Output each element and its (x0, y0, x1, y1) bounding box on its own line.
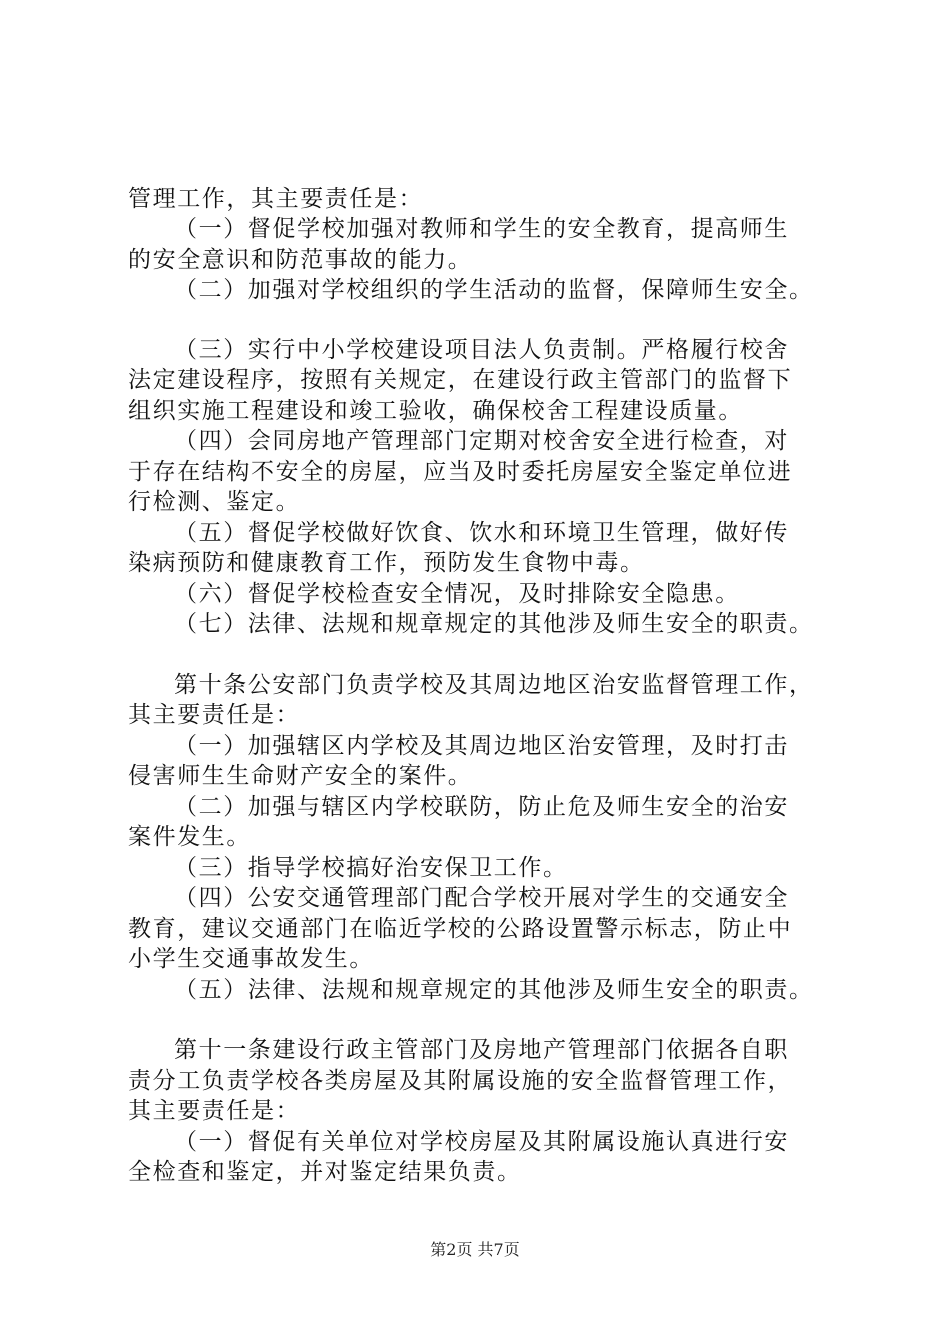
page-footer: 第2页 共7页 (430, 1240, 520, 1259)
text-line: 管理工作，其主要责任是： (128, 186, 424, 212)
text-line: （六）督促学校检查安全情况，及时排除安全隐患。 (174, 581, 740, 607)
text-line: （三）指导学校搞好治安保卫工作。 (174, 855, 568, 881)
text-line: 法定建设程序，按照有关规定，在建设行政主管部门的监督下 (128, 367, 793, 393)
text-line: （四）公安交通管理部门配合学校开展对学生的交通安全 (174, 885, 789, 911)
text-line: （五）督促学校做好饮食、饮水和环境卫生管理，做好传 (174, 520, 789, 546)
text-line: 侵害师生生命财产安全的案件。 (128, 763, 473, 789)
text-line: （五）法律、法规和规章规定的其他涉及师生安全的职责。 (174, 977, 814, 1003)
text-line: （一）加强辖区内学校及其周边地区治安管理，及时打击 (174, 733, 789, 759)
text-line: 组织实施工程建设和竣工验收，确保校舍工程建设质量。 (128, 398, 743, 424)
text-line: 行检测、鉴定。 (128, 489, 301, 515)
text-line: （七）法律、法规和规章规定的其他涉及师生安全的职责。 (174, 611, 814, 637)
text-line: （二）加强与辖区内学校联防，防止危及师生安全的治安 (174, 794, 789, 820)
text-line: 案件发生。 (128, 824, 251, 850)
text-line: 第十一条建设行政主管部门及房地产管理部门依据各自职 (174, 1037, 789, 1063)
text-line: （三）实行中小学校建设项目法人负责制。严格履行校舍 (174, 337, 789, 363)
text-line: （二）加强对学校组织的学生活动的监督，保障师生安全。 (174, 277, 814, 303)
text-line: 第十条公安部门负责学校及其周边地区治安监督管理工作， (174, 672, 814, 698)
text-line: 的安全意识和防范事故的能力。 (128, 247, 473, 273)
text-line: 教育，建议交通部门在临近学校的公路设置警示标志，防止中 (128, 916, 793, 942)
text-line: 全检查和鉴定，并对鉴定结果负责。 (128, 1159, 522, 1185)
text-line: 其主要责任是： (128, 702, 301, 728)
text-line: 其主要责任是： (128, 1098, 301, 1124)
text-line: （一）督促有关单位对学校房屋及其附属设施认真进行安 (174, 1129, 789, 1155)
text-line: （一）督促学校加强对教师和学生的安全教育，提高师生 (174, 216, 789, 242)
text-line: （四）会同房地产管理部门定期对校舍安全进行检查，对 (174, 428, 789, 454)
text-line: 于存在结构不安全的房屋，应当及时委托房屋安全鉴定单位进 (128, 459, 793, 485)
text-line: 责分工负责学校各类房屋及其附属设施的安全监督管理工作， (128, 1068, 793, 1094)
text-line: 小学生交通事故发生。 (128, 946, 374, 972)
text-line: 染病预防和健康教育工作，预防发生食物中毒。 (128, 550, 645, 576)
